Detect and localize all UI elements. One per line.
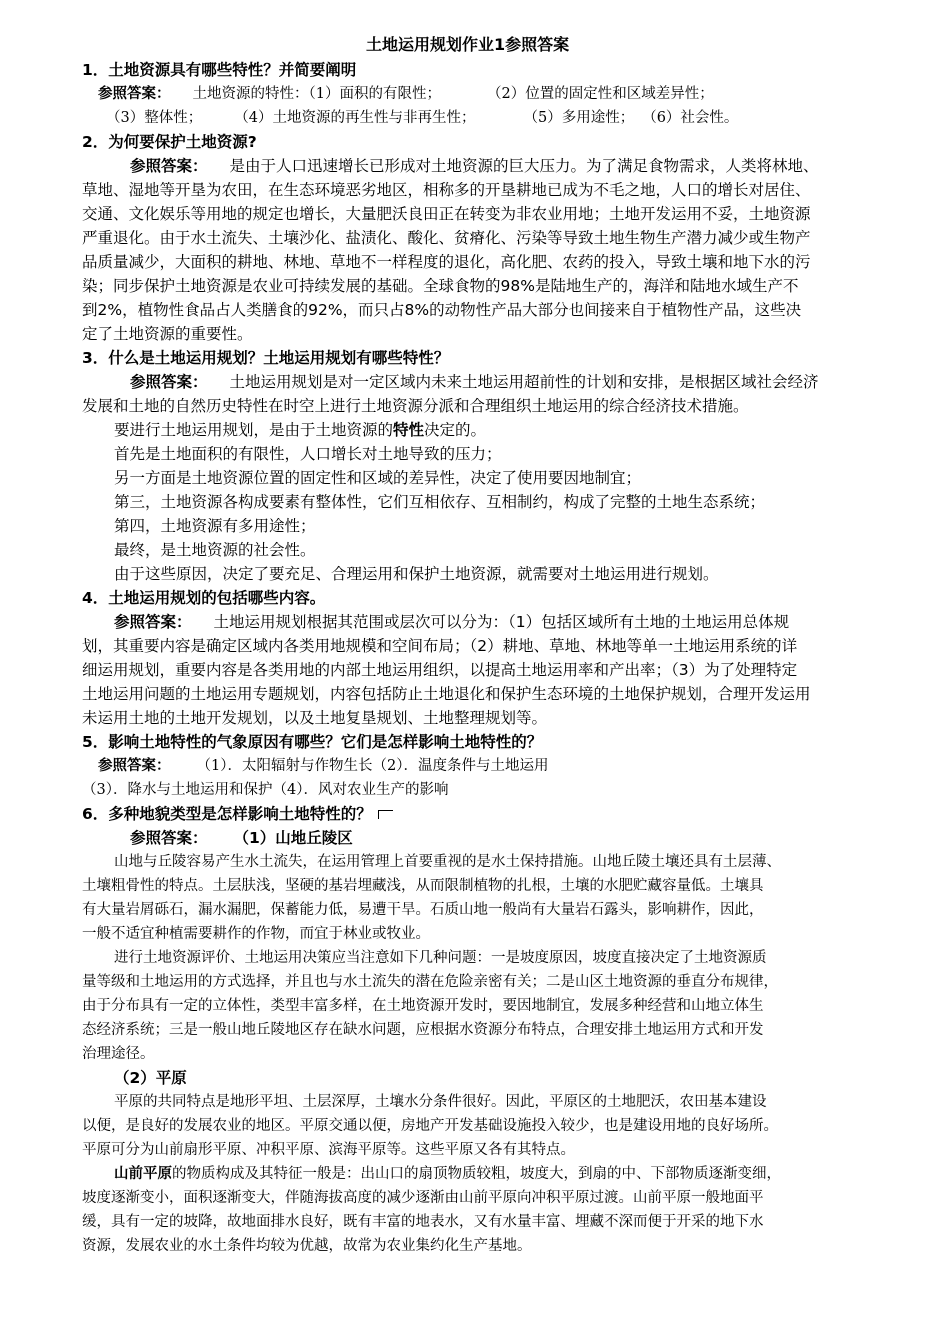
q1-item: （2）位置的固定性和区域差异性； [486,86,714,102]
q6-para-line: 坡度逐渐变小，面积逐渐变大，伴随海拔高度的减少逐渐由山前平原向冲积平原过渡。山前平原一般地面平 [82,1190,764,1206]
page-title: 土地运用规划作业1参照答案 [366,35,570,54]
q4-answer-line: 细运用规划，重要内容是各类用地的内部土地运用组织，以提高土地运用率和产出率；（3）为了处理特定 [82,661,798,679]
q3-point: 第三，土地资源各构成要素有整体性，它们互相依存、互相制约，构成了完整的土地生态系统； [114,493,766,511]
q6-para-line: 缓，具有一定的坡降，故地面排水良好，既有丰富的地表水，又有水量丰富、埋藏不深而便于开采的地下水 [82,1214,764,1230]
q6-para-line: 态经济系统；三是一般山地丘陵地区存在缺水问题，应根据水资源分布特点，合理安排土地运用方式和开发 [82,1022,764,1038]
q6-para-line: 由于分布具有一定的立体性，类型丰富多样，在土地资源开发时，要因地制宜，发展多种经营和山地立体生 [82,998,764,1014]
emphasis-text: 山前平原 [114,1165,172,1182]
question-1: 1．土地资源具有哪些特性？并简要阐明 [82,61,357,79]
q6-para-line: 平原的共同特点是地形平坦、土层深厚，土壤水分条件很好。因此，平原区的土地肥沃，农田基本建设 [114,1094,767,1110]
q6-para-line: 山前平原的物质构成及其特征一般是：出山口的扇顶物质较粗，坡度大，到扇的中、下部物质逐渐变细， [114,1165,781,1182]
q3-point: 最终，是土地资源的社会性。 [114,541,316,559]
reference-answer-label: 参照答案： [98,86,171,102]
reference-answer-label: 参照答案： [114,613,192,631]
q3-point: 由于这些原因，决定了要充足、合理运用和保护土地资源，就需要对土地运用进行规划。 [114,565,719,583]
question-3: 3．什么是土地运用规划？土地运用规划有哪些特性？ [82,349,450,367]
q4-answer-line: 划，其重要内容是确定区域内各类用地规模和空间布局；（2）耕地、草地、林地等单一土地运用系统的详 [82,637,798,655]
question-4: 4．土地运用规划的包括哪些内容。 [82,589,326,607]
q1-item: （6）社会性。 [642,110,739,126]
q3-answer-line: 参照答案： 土地运用规划是对一定区域内未来土地运用超前性的计划和安排，是根据区域社会经济 [130,370,819,394]
q6-para-line: 进行土地资源评价、土地运用决策应当注意如下几种问题：一是坡度原因，坡度直接决定了土地资源质 [114,950,767,966]
q4-answer-line: 参照答案： 土地运用规划根据其范围或层次可以分为：（1）包括区域所有土地的土地运用总体规 [114,610,789,634]
q1-item: （5）多用途性； [523,110,635,126]
q6-para-line: 一般不适宜种植需要耕作的作物，而宜于林业或牧业。 [82,926,430,942]
q2-answer-line: 交通、文化娱乐等用地的规定也增长，大量肥沃良田正在转变为非农业用地；土地开发运用不妥，土地资源 [82,205,811,223]
q2-answer-line: 定了土地资源的重要性。 [82,325,253,343]
q6-para-line: 以便，是良好的发展农业的地区。平原交通以便，房地产开发基础设施投入较少，也是建设用地的良好场所。 [82,1118,778,1134]
q3-answer-line: 要进行土地运用规划，是由于土地资源的特性决定的。 [114,421,487,439]
q2-answer-line: 到2%，植物性食品占人类膳食的92%，而只占8%的动物性产品大部分也间接来自于植物性产品，这些决 [82,301,802,319]
question-2: 2．为何要保护土地资源? [82,133,257,151]
q6-para-line: 土壤粗骨性的特点。土层肤浅，坚硬的基岩埋藏浅，从而限制植物的扎根，土壤的水肥贮藏容量低。土壤具 [82,878,764,894]
q6-para-line: 量等级和土地运用的方式选择，并且也与水土流失的潜在危险亲密有关；二是山区土地资源的垂直分布规律， [82,974,778,990]
q6-para-line: 资源，发展农业的水土条件均较为优越，故常为农业集约化生产基地。 [82,1238,532,1254]
q6-para-line: 平原可分为山前扇形平原、冲积平原、滨海平原等。这些平原又各有其特点。 [82,1142,575,1158]
question-5: 5．影响土地特性的气象原因有哪些？它们是怎样影响土地特性的？ [82,733,543,751]
q6-subheading-2: （2）平原 [114,1069,187,1087]
q2-answer-line: 参照答案： 是由于人口迅速增长已形成对土地资源的巨大压力。为了满足食物需求，人类将林地、 [130,154,819,178]
q3-point: 首先是土地面积的有限性，人口增长对土地导致的压力； [114,445,502,463]
q5-answer-line: （3）．降水与土地运用和保护（4）．风对农业生产的影响 [82,782,449,798]
q2-answer-line: 草地、湿地等开垦为农田，在生态环境恶劣地区，相称多的开垦耕地已成为不毛之地，人口的增长对居住、 [82,181,811,199]
emphasis-text: 特性 [393,421,425,439]
q3-answer-line: 发展和土地的自然历史特性在时空上进行土地资源分派和合理组织土地运用的综合经济技术措施。 [82,397,749,415]
q2-answer-line: 染；同步保护土地资源是农业可持续发展的基础。全球食物的98%是陆地生产的，海洋和陆地水域生产不 [82,277,799,295]
q1-item: （1）面积的有限性； [308,86,441,102]
q6-answer-header [130,826,353,850]
q2-answer-line: 品质量减少，大面积的耕地、林地、草地不一样程度的退化，高化肥、农药的投入，导致土壤和地下水的污 [82,253,811,271]
q5-answer-line: 参照答案： （1）．太阳辐射与作物生长（2）．温度条件与土地运用 [98,754,548,778]
q1-item: （3）整体性； [106,110,203,126]
q4-answer-line: 土地运用问题的土地运用专题规划，内容包括防止土地退化和保护生态环境的土地保护规划，合理开发运用 [82,685,811,703]
reference-answer-label: 参照答案： [98,758,171,774]
q1-answer-line-2 [106,106,738,130]
question-6: 6．多种地貌类型是怎样影响土地特性的？ [82,802,393,826]
q3-point: 第四，土地资源有多用途性； [114,517,316,535]
reference-answer-label: 参照答案： [130,373,208,391]
q6-subheading-1: （1）山地丘陵区 [233,829,353,847]
q4-answer-line: 未运用土地的土地开发规划，以及土地复垦规划、土地整理规划等。 [82,709,548,727]
edit-mark-icon [378,810,393,819]
q2-answer-line: 严重退化。由于水土流失、土壤沙化、盐渍化、酸化、贫瘠化、污染等导致土地生物生产潜力减少或生物产 [82,229,811,247]
q1-intro: 土地资源的特性： [192,86,309,102]
q1-item: （4）土地资源的再生性与非再生性； [234,110,476,126]
reference-answer-label: 参照答案： [130,157,208,175]
q1-answer-line-1 [98,82,714,106]
reference-answer-label: 参照答案： [130,829,208,847]
q3-point: 另一方面是土地资源位置的固定性和区域的差异性，决定了使用要因地制宜； [114,469,642,487]
q6-para-line: 治理途径。 [82,1046,155,1062]
q6-para-line: 山地与丘陵容易产生水土流失，在运用管理上首要重视的是水土保持措施。山地丘陵土壤还具有土层薄、 [114,854,781,870]
q6-para-line: 有大量岩屑砾石，漏水漏肥，保蓄能力低，易遭干旱。石质山地一般尚有大量岩石露头，影响耕作，因此， [82,902,764,918]
